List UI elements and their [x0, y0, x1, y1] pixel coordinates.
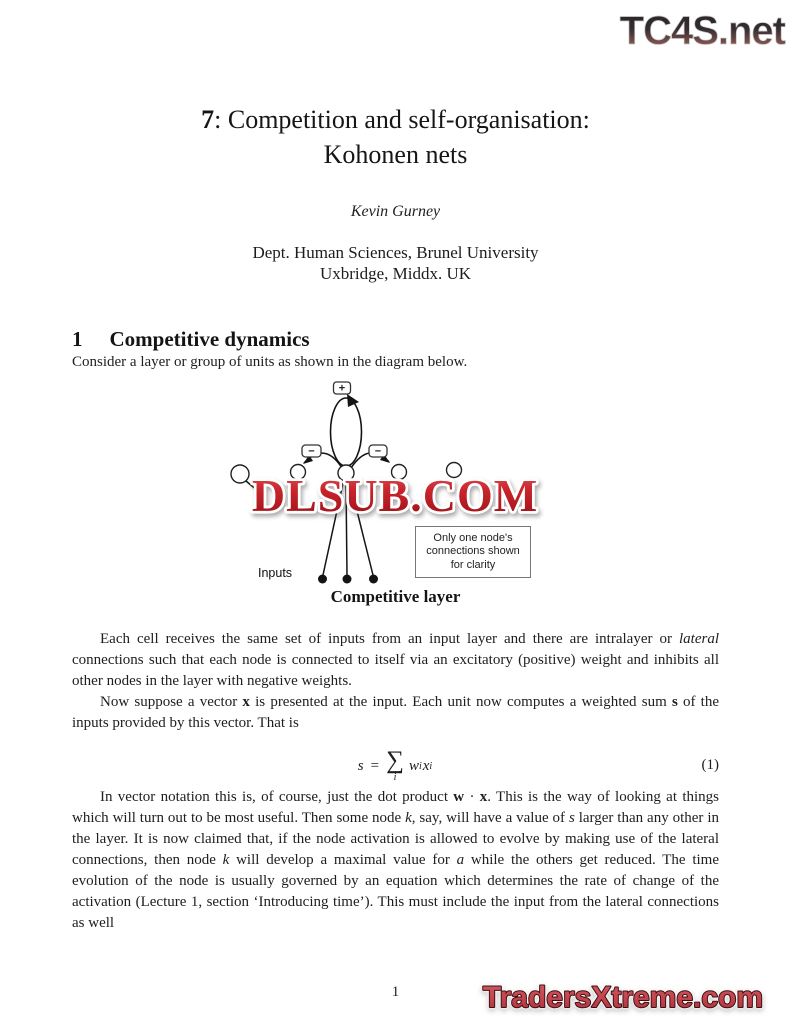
affiliation-line: Uxbridge, Middx. UK [319, 264, 472, 283]
self-loop-arrowhead-icon [347, 394, 359, 407]
text-segment: . This is the way of looking at things which will turn out to be most useful. Then some node [72, 789, 719, 826]
math-symbol: s [357, 757, 364, 774]
figure-caption: Competitive layer [330, 587, 461, 606]
text-segment: k [222, 852, 230, 868]
competitive-layer-figure [72, 381, 719, 613]
text-segment: s [568, 810, 575, 826]
lecture-number: 7 [201, 105, 215, 134]
title-text: : Competition and self-organisation: [214, 105, 590, 134]
text-segment: larger than any other in the layer. It is now claimed that, if the node activation is allowed to evolve by making use of the lateral connections, then node [72, 810, 719, 868]
paper-title-line1 [72, 102, 719, 137]
text-segment: lateral [679, 631, 719, 647]
text-segment: x [242, 694, 250, 710]
input-dot [318, 575, 327, 584]
text-segment: · [464, 789, 480, 805]
dlsub-watermark-text: DLSUB.COM [251, 470, 539, 521]
text-segment: will develop a maximal value for [229, 852, 457, 868]
document-body [72, 0, 719, 1024]
author-name: Kevin Gurney [350, 203, 441, 220]
affiliation [72, 242, 719, 284]
equation-body [358, 749, 433, 783]
sigma-subscript: i [393, 772, 397, 783]
equation-1 [72, 747, 719, 787]
inputs-label: Inputs [258, 566, 293, 580]
text-segment: k [405, 810, 412, 826]
section-heading [72, 326, 719, 352]
math-subscript: i [418, 760, 422, 772]
math-subscript: i [429, 760, 433, 772]
tradersxtreme-watermark-text: TradersXtreme.com [482, 981, 764, 1014]
page-number: 1 [391, 984, 400, 1000]
text-segment: w [453, 789, 465, 805]
note-line: for clarity [450, 558, 496, 571]
text-segment: while the others get reduced. The time evolution of the node is usually governed by an equation which determines the rate of change of the activation (Lecture 1, section ‘Introducing time’). This must include the input from the lateral connections as well [72, 852, 719, 931]
tc4s-watermark-text: TC4S.net [619, 9, 785, 53]
math-symbol: w [408, 757, 419, 774]
intro-paragraph: Consider a layer or group of units as shown in the diagram below. [72, 354, 468, 370]
plus-sign-label: + [338, 382, 346, 395]
paper-title-line2: Kohonen nets [323, 140, 468, 169]
self-excitation-loop [331, 398, 362, 466]
equation-number: (1) [701, 757, 719, 773]
text-segment: s [671, 694, 678, 710]
section-number: 1 [72, 327, 83, 351]
equals-sign: = [370, 757, 380, 774]
layer-node [231, 465, 249, 483]
input-dot [343, 575, 352, 584]
figure-note-box [415, 526, 531, 578]
paragraph [72, 629, 719, 692]
text-segment: Each cell receives the same set of inputs from an input layer and there are intralayer or [100, 631, 679, 647]
affiliation-line: Dept. Human Sciences, Brunel University [252, 243, 539, 262]
text-segment: connections such that each node is connected to itself via an excitatory (positive) weight and inhibits all other nodes in the layer with negative weights. [72, 652, 719, 689]
text-segment: In vector notation this is, of course, just the dot product [100, 789, 454, 805]
text-segment: of the inputs provided by this vector. That is [72, 694, 719, 731]
input-dot [369, 575, 378, 584]
paragraph [72, 692, 719, 734]
minus-sign-label: − [308, 445, 315, 458]
section-title: Competitive dynamics [109, 327, 310, 351]
text-segment: is presented at the input. Each unit now computes a weighted sum [249, 694, 672, 710]
sigma-glyph: ∑ [386, 747, 404, 774]
paragraph [72, 787, 719, 934]
note-line: connections shown [426, 545, 520, 558]
paper-title [72, 0, 719, 172]
note-line: Only one node's [433, 531, 513, 544]
text-segment: Now suppose a vector [100, 694, 243, 710]
math-symbol: x [422, 757, 430, 774]
tradersxtreme-watermark-logo [463, 977, 783, 1019]
summation-symbol [386, 749, 404, 783]
text-segment: x [479, 789, 488, 805]
minus-sign-label: − [374, 445, 382, 458]
text-segment: , say, will have a value of [411, 810, 569, 826]
text-segment: a [456, 852, 465, 868]
